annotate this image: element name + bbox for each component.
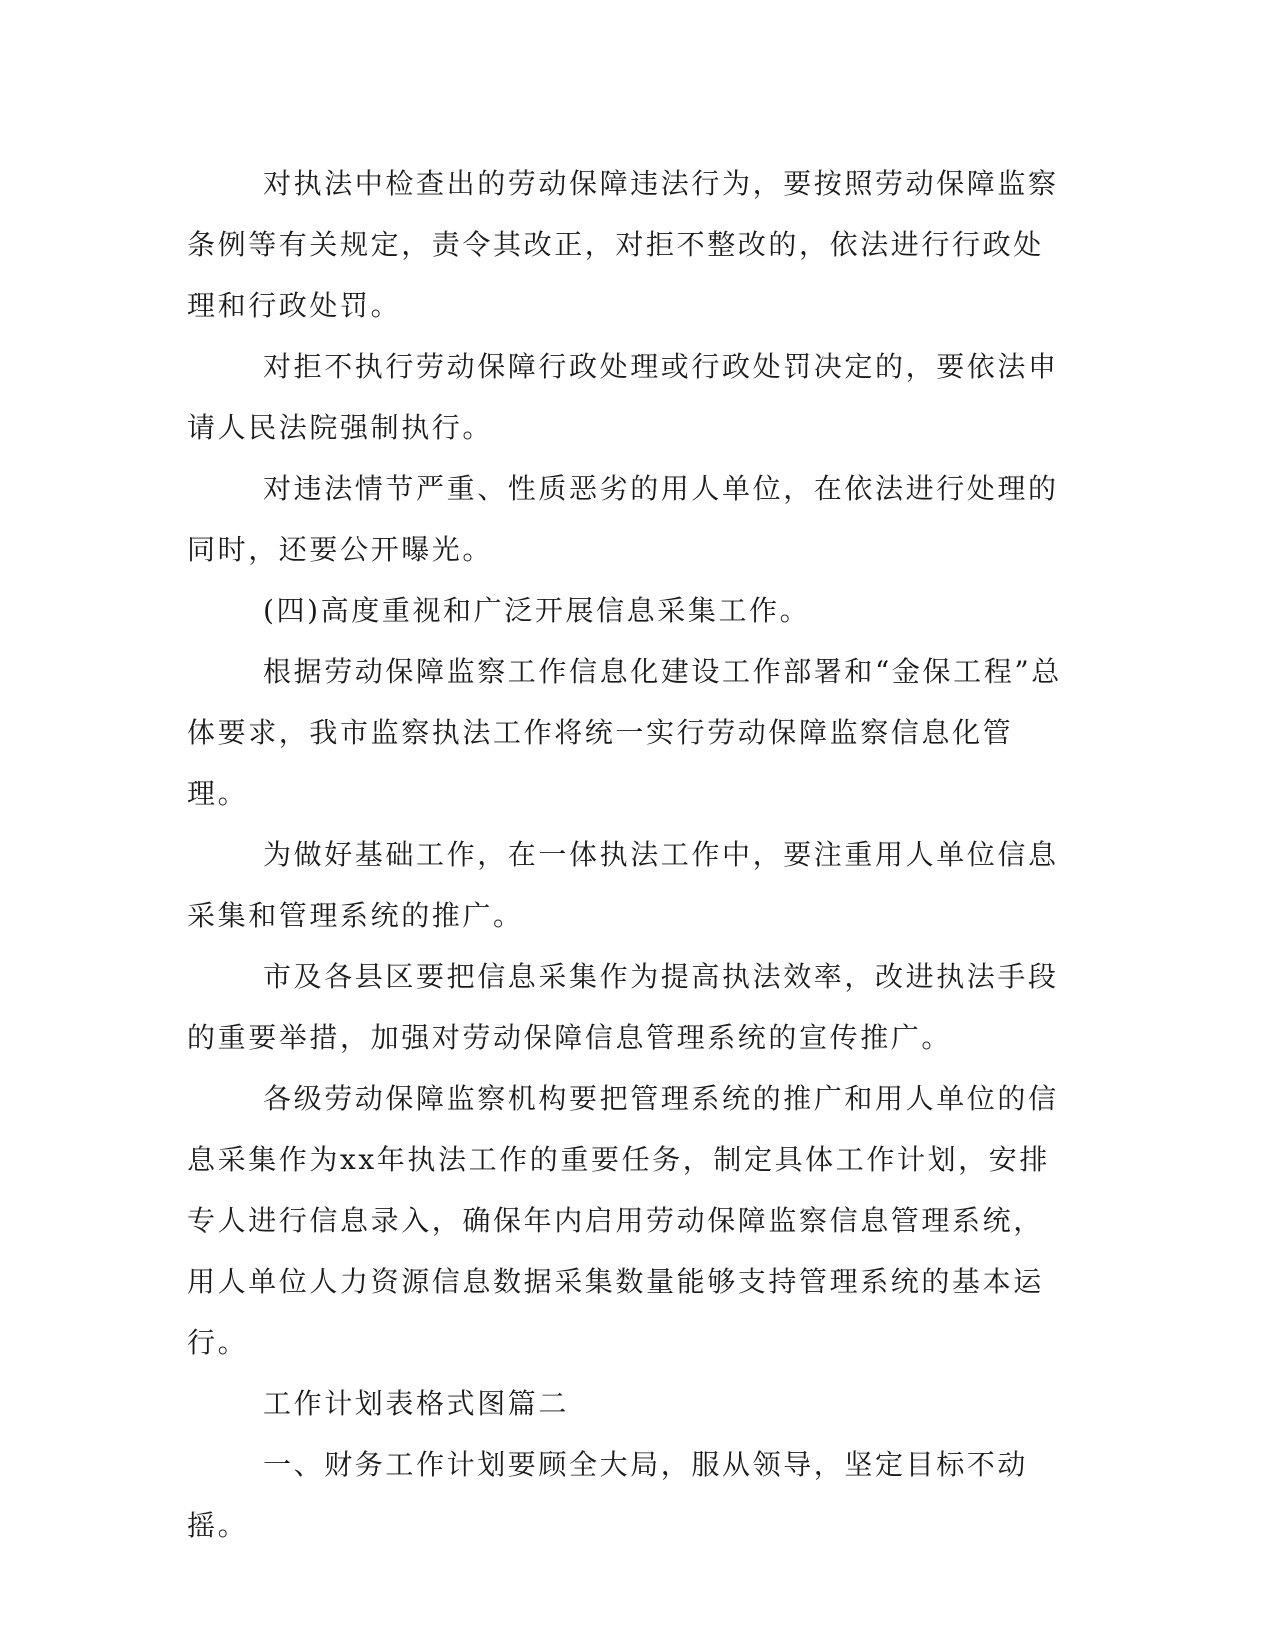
paragraph-public-exposure: 对违法情节严重、性质恶劣的用人单位，在依法进行处理的同时，还要公开曝光。 xyxy=(187,472,1059,566)
paragraph-annual-task: 各级劳动保障监察机构要把管理系统的推广和用人单位的信息采集作为xx年执法工作的重要任务，制定具体工作计划，安排专人进行信息录入，确保年内启用劳动保障监察信息管理系统，用人单位人力资源信息数据采集数量能够支持管理系统的基本运行。 xyxy=(187,1082,1059,1359)
paragraph-informatization-requirements: 根据劳动保障监察工作信息化建设工作部署和“金保工程”总体要求，我市监察执法工作将统一实行劳动保障监察信息化管理。 xyxy=(187,655,1062,810)
document-body xyxy=(187,153,1067,1556)
article-title-part-two: 工作计划表格式图篇二 xyxy=(263,1387,570,1420)
section-heading-information-collection: (四)高度重视和广泛开展信息采集工作。 xyxy=(263,594,811,627)
paragraph-county-measures: 市及各县区要把信息采集作为提高执法效率，改进执法手段的重要举措，加强对劳动保障信息管理系统的宣传推广。 xyxy=(187,960,1059,1054)
paragraph-basic-work: 为做好基础工作，在一体执法工作中，要注重用人单位信息采集和管理系统的推广。 xyxy=(187,838,1059,932)
paragraph-financial-plan-first-point: 一、财务工作计划要顾全大局，服从领导，坚定目标不动摇。 xyxy=(187,1448,1029,1542)
paragraph-court-enforcement: 对拒不执行劳动保障行政处理或行政处罚决定的，要依法申请人民法院强制执行。 xyxy=(187,350,1059,444)
paragraph-enforcement-violations: 对执法中检查出的劳动保障违法行为，要按照劳动保障监察条例等有关规定，责令其改正，对拒不整改的，依法进行行政处理和行政处罚。 xyxy=(187,167,1059,322)
